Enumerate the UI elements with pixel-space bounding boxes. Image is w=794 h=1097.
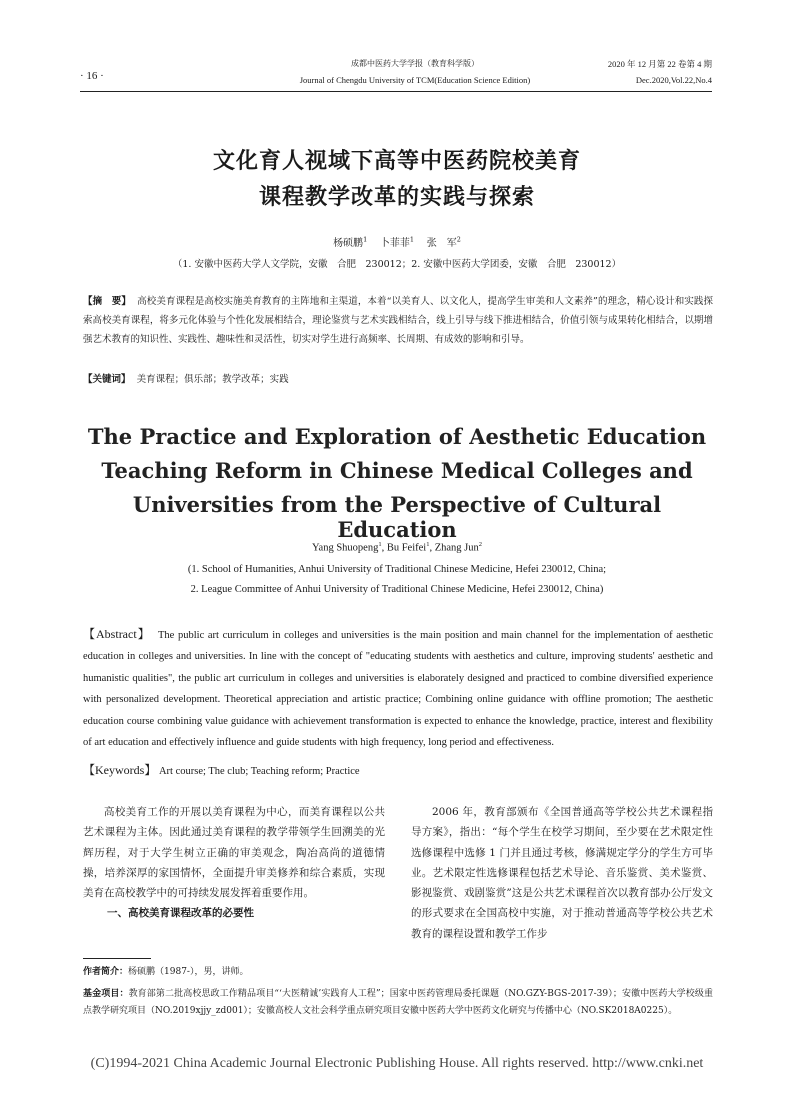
journal-name-en: Journal of Chengdu University of TCM(Education Science Edition) [299, 75, 531, 85]
keywords-cn-label: 【关键词】 [83, 374, 131, 385]
title-cn-line-1: 文化育人视域下高等中医药院校美育 [212, 148, 581, 174]
title-en-line-2: Teaching Reform in Chinese Medical Colleges and [101, 458, 693, 483]
affiliation-en-line-1: (1. School of Humanities, Anhui University of Traditional Chinese Medicine, Hefei 230012, China; [187, 564, 607, 575]
author-en-2: Bu Feifei [386, 542, 427, 554]
abstract-en-label: 【Abstract】 [83, 627, 151, 641]
body-left-column [83, 802, 385, 923]
footnote-fund [83, 986, 713, 1020]
author-en-3: Zhang Jun [434, 542, 479, 554]
keywords-cn [83, 371, 713, 385]
issue-info-en: Dec.2020,Vol.22,No.4 [635, 75, 712, 85]
running-header [80, 50, 712, 92]
footnote-author-label: 作者简介： [83, 967, 129, 977]
author-en-2-sup: 1 [426, 541, 430, 548]
header-rule [80, 91, 712, 92]
affiliation-en-line-2: 2. League Committee of Anhui University of Traditional Chinese Medicine, Hefei 230012, China) [190, 584, 604, 595]
copyright-notice: (C)1994-2021 China Academic Journal Electronic Publishing House. All rights reserved. http://www.cnki.net [90, 1056, 704, 1071]
author-cn-1: 杨硕鹏 [333, 238, 364, 249]
footnote-rule [83, 958, 151, 959]
page-number: · 16 · [80, 70, 104, 82]
footnote-author [83, 964, 713, 981]
author-en-3-sup: 2 [478, 541, 482, 548]
footnote-fund-label: 基金项目： [83, 989, 129, 999]
footnote-author-text: 杨硕鹏（1987-），男，讲师。 [128, 967, 249, 977]
authors-en: Yang Shuopeng$^1$, Bu Feifei$^1$, Zhang Jun$^2$ [312, 541, 482, 554]
body-paragraph-left: 高校美育工作的开展以美育课程为中心，而美育课程以公共艺术课程为主体。因此通过美育课程的教学带领学生回溯美的光辉历程，对于大学生树立正确的审美观念，陶冶高尚的道德情操，培养深厚的家国情怀，全面提升审美修养和综合素质，实现美育在高校教学中的可持续发展发挥着重要作用。 [83, 806, 385, 900]
body-paragraph-right: 2006 年，教育部颁布《全国普通高等学校公共艺术课程指导方案》，指出：“每个学生在校学习期间，至少要在艺术限定性选修课程中选修 1 门并且通过考核，修满规定学分的学生方可毕业。艺术限定性选修课程包括艺术导论、音乐鉴赏、美术鉴赏、影视鉴赏、戏剧鉴赏”这是公共艺术课程首次以教育部办公厅发文的形式要求在全国高校中实施，对于推动普通高等学校公共艺术教育的课程设置和教学工作步 [411, 806, 713, 940]
footnote-fund-text: 教育部第二批高校思政工作精品项目“‘大医精诚’实践育人工程”；国家中医药管理局委托课题（NO.GZY-BGS-2017-39）；安徽中医药大学校级重点教学研究项目（NO.2019xjjy_zd001）；安徽高校人文社会科学重点研究项目安徽中医药大学中医药文化研究与传播中心（NO.SK2018A0225）。 [83, 989, 713, 1016]
author-cn-2: 卜菲菲 [379, 238, 410, 249]
abstract-cn-label: 【摘 要】 [83, 296, 131, 307]
abstract-cn-text: 高校美育课程是高校实施美育教育的主阵地和主渠道，本着“以美育人、以文化人，提高学生审美和人文素养”的理念，精心设计和实践探索高校美育课程，将多元化体验与个性化发展相结合，理论鉴赏与艺术实践相结合，线上引导与线下推进相结合，价值引领与成果转化相结合，以期增强艺术教育的知识性、实践性、趣味性和灵活性，切实对学生进行高频率、长周期、有成效的影响和引导。 [83, 296, 713, 345]
abstract-en-text: The public art curriculum in colleges and universities is the main position and main channel for the implementation of aesthetic education in colleges and universities. In line with the concept of "educating students with aesthetics and culture, improving students' aesthetic and humanistic qualities", the public art curriculum in colleges and universities is elaborately designed and practiced to combine diversified experience with personalized development. Theoretical appreciation and artistic practice; Combining online guidance with offline promotion; The aesthetic education course combining value guidance with achievement transformation is expected to enhance the knowledge, practice, interest and flexibility of art education and effectively influence and guide students with high frequency, long period and effectiveness. [83, 630, 714, 749]
title-en-line-3: Universities from the Perspective of Cultural Education [132, 492, 662, 542]
author-cn-3-sup: 2 [456, 235, 461, 244]
keywords-cn-text: 美育课程；俱乐部；教学改革；实践 [136, 374, 289, 385]
keywords-en-text: Art course; The club; Teaching reform; Practice [158, 766, 360, 777]
author-en-1-sup: 1 [378, 541, 382, 548]
keywords-en-label: 【Keywords】 [83, 763, 157, 777]
title-en-line-1: The Practice and Exploration of Aesthetic Education [87, 424, 707, 449]
affiliation-cn: （1. 安徽中医药大学人文学院，安徽 合肥 230012；2. 安徽中医药大学团委，安徽 合肥 230012） [172, 259, 622, 270]
author-en-1: Yang Shuopeng [312, 542, 379, 554]
abstract-en [83, 624, 713, 753]
authors-cn [80, 234, 714, 249]
author-cn-3: 张 军 [426, 238, 457, 249]
author-cn-2-sup: 1 [409, 235, 415, 244]
issue-info-cn: 2020 年 12 月第 22 卷第 4 期 [607, 59, 712, 69]
abstract-cn [83, 292, 713, 349]
body-right-column [411, 802, 713, 944]
section-heading-1: 一、高校美育课程改革的必要性 [107, 907, 254, 920]
author-cn-1-sup: 1 [363, 235, 368, 244]
title-cn-line-2: 课程教学改革的实践与探索 [258, 184, 535, 210]
keywords-en [83, 761, 713, 778]
journal-name-cn: 成都中医药大学学报（教育科学版） [351, 59, 479, 68]
